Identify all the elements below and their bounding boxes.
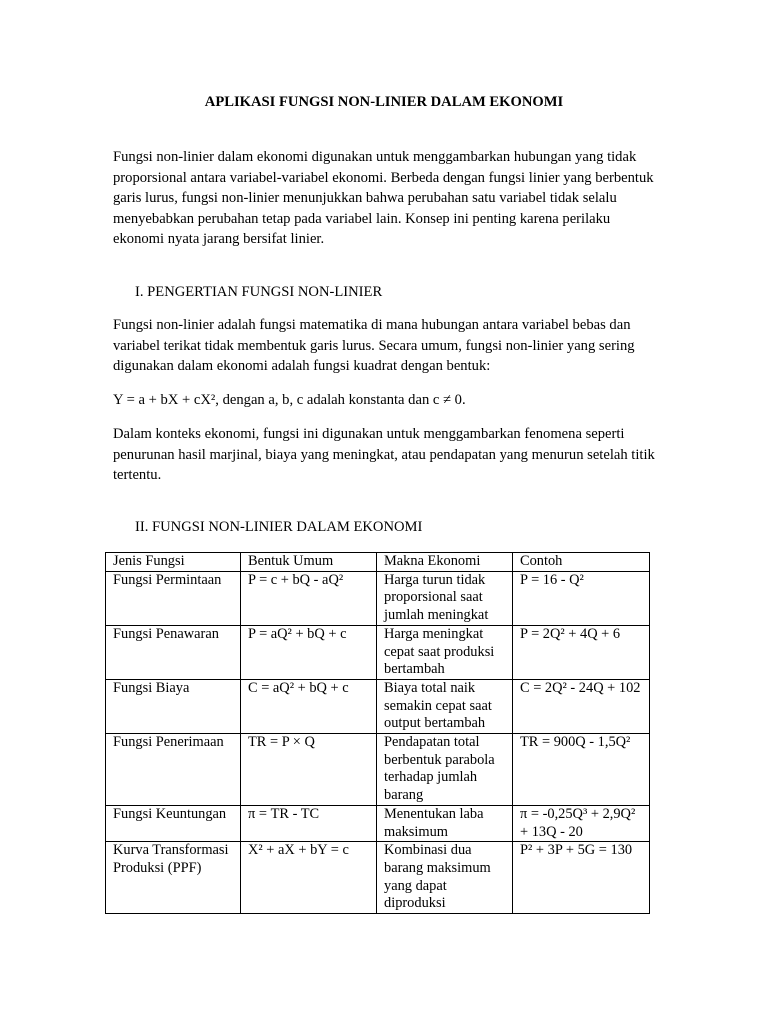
table-cell: P = 16 - Q² (513, 571, 650, 625)
table-row (106, 805, 650, 841)
context-paragraph: Dalam konteks ekonomi, fungsi ini digunakan untuk menggambarkan fenomena seperti penurunan hasil marjinal, biaya yang meningkat, atau pendapatan yang menurun setelah titik tertentu. (113, 426, 655, 483)
table-cell: C = aQ² + bQ + c (241, 679, 377, 733)
table-row (106, 625, 650, 679)
definition-paragraph: Fungsi non-linier adalah fungsi matematika di mana hubungan antara variabel bebas dan variabel terikat tidak membentuk garis lurus. Secara umum, fungsi non-linier yang sering digunakan dalam ekonomi adalah fungsi kuadrat dengan bentuk: (113, 317, 635, 374)
table-cell: Fungsi Penawaran (106, 625, 241, 679)
formula-paragraph: Y = a + bX + cX², dengan a, b, c adalah konstanta dan c ≠ 0. (113, 392, 466, 408)
table-cell: P = c + bQ - aQ² (241, 571, 377, 625)
table-cell: Harga turun tidak proporsional saat jumlah meningkat (377, 571, 513, 625)
table-cell: Fungsi Permintaan (106, 571, 241, 625)
table-cell: Fungsi Biaya (106, 679, 241, 733)
functions-table (105, 552, 650, 914)
table-cell: P² + 3P + 5G = 130 (513, 842, 650, 914)
table-row (106, 679, 650, 733)
table-cell: π = -0,25Q³ + 2,9Q² + 13Q - 20 (513, 805, 650, 841)
section-2-heading: II. FUNGSI NON-LINIER DALAM EKONOMI (135, 519, 423, 535)
table-row (106, 734, 650, 806)
table-cell: Kurva Transformasi Produksi (PPF) (106, 842, 241, 914)
table-cell: P = 2Q² + 4Q + 6 (513, 625, 650, 679)
table-cell: Fungsi Keuntungan (106, 805, 241, 841)
table-cell: Kombinasi dua barang maksimum yang dapat diproduksi (377, 842, 513, 914)
table-cell: Fungsi Penerimaan (106, 734, 241, 806)
table-cell: Harga meningkat cepat saat produksi bertambah (377, 625, 513, 679)
table-cell: P = aQ² + bQ + c (241, 625, 377, 679)
document-title: APLIKASI FUNGSI NON-LINIER DALAM EKONOMI (204, 94, 564, 110)
section-1-heading: I. PENGERTIAN FUNGSI NON-LINIER (135, 284, 383, 300)
table-cell: Biaya total naik semakin cepat saat output bertambah (377, 679, 513, 733)
table-cell: π = TR - TC (241, 805, 377, 841)
table-cell: TR = 900Q - 1,5Q² (513, 734, 650, 806)
table-row (106, 571, 650, 625)
intro-paragraph: Fungsi non-linier dalam ekonomi digunakan untuk menggambarkan hubungan yang tidak proporsional antara variabel-variabel ekonomi. Berbeda dengan fungsi linier yang berbentuk garis lurus, fungsi non-linier menunjukkan bahwa perubahan satu variabel tidak selalu menyebabkan perubahan tetap pada variabel lain. Konsep ini penting karena perilaku ekonomi nyata jarang bersifat linier. (113, 149, 654, 247)
table-cell: X² + aX + bY = c (241, 842, 377, 914)
header-cell: Jenis Fungsi (106, 553, 241, 572)
header-cell: Makna Ekonomi (377, 553, 513, 572)
table-cell: C = 2Q² - 24Q + 102 (513, 679, 650, 733)
table-row (106, 842, 650, 914)
table-header-row (106, 553, 650, 572)
table-cell: Menentukan laba maksimum (377, 805, 513, 841)
header-cell: Contoh (513, 553, 650, 572)
header-cell: Bentuk Umum (241, 553, 377, 572)
table-cell: Pendapatan total berbentuk parabola terhadap jumlah barang (377, 734, 513, 806)
table-cell: TR = P × Q (241, 734, 377, 806)
